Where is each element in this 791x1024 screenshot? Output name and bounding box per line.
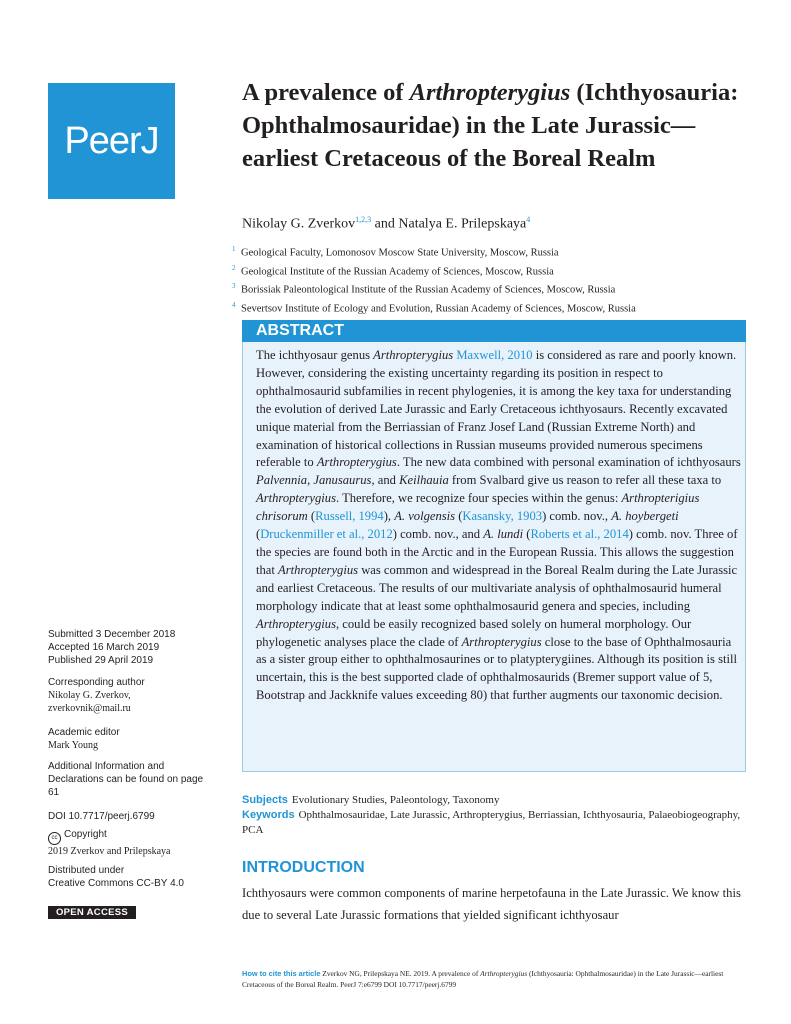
affiliation-text: Borissiak Paleontological Institute of the Russian Academy of Sciences, Moscow, Russia <box>241 284 616 296</box>
copyright-block <box>48 828 228 858</box>
copyright-label: Copyright <box>64 829 107 840</box>
affiliation-text: Geological Faculty, Lomonosov Moscow State University, Moscow, Russia <box>241 247 559 259</box>
distributed-label: Distributed under <box>48 865 125 876</box>
abstract-taxon: Arthropterigius chrisorum <box>256 491 700 524</box>
cite-label: How to cite this article <box>242 969 321 978</box>
corresponding-author-email[interactable]: zverkovnik@mail.ru <box>48 703 131 714</box>
abstract-taxon: Arthropterygius <box>461 634 542 649</box>
abstract-run: ) comb. nov., <box>542 509 612 524</box>
citation-link[interactable]: Roberts et al., 2014 <box>530 527 629 542</box>
title-part: (Ichthyosauria: Ophthalmosauridae) in the Late Jurassic—earliest Cretaceous of the Boreal Realm <box>242 79 739 172</box>
cite-taxon: Arthropterygius <box>480 969 528 978</box>
additional-info[interactable]: Additional Information and Declarations can be found on page 61 <box>48 761 204 798</box>
keywords-label: Keywords <box>242 809 295 821</box>
abstract-text <box>256 347 742 705</box>
abstract-run: was common and widespread in the Boreal Realm during the Late Jurassic and earliest Cretaceous. The results of our multivariate analysis of ophthalmosaurid humeral morphology indicate that at least some ophthalmosaurid genera and species, including <box>256 562 738 613</box>
author-affil-sup: 4 <box>526 215 531 224</box>
affiliation-text: Geological Institute of the Russian Academy of Sciences, Moscow, Russia <box>241 266 554 277</box>
corresponding-author-block <box>48 676 228 715</box>
copyright-holders: 2019 Zverkov and Prilepskaya <box>48 846 171 857</box>
abstract-taxon: Arthropterygius <box>373 348 454 362</box>
open-access-badge: OPEN ACCESS <box>48 906 136 919</box>
citation-link[interactable]: Maxwell, 2010 <box>456 348 533 362</box>
license-block <box>48 864 228 890</box>
subjects-label: Subjects <box>242 794 288 806</box>
introduction-heading: INTRODUCTION <box>242 859 365 876</box>
subjects-text: Evolutionary Studies, Paleontology, Taxonomy <box>291 794 500 806</box>
affiliation-number: 2 <box>232 263 236 272</box>
abstract-run: ( <box>307 509 316 524</box>
abstract-run: ) comb. nov., and <box>392 527 484 542</box>
peerj-logo <box>48 83 175 199</box>
introduction-text: Ichthyosaurs were common components of marine herpetofauna in the Late Jurassic. We know this due to several Late Jurassic formations that yielded significant ichthyosaur <box>242 886 741 922</box>
affiliation-number: 4 <box>232 300 236 309</box>
abstract-taxon: Arthropterygius <box>316 455 397 470</box>
citation-link[interactable]: Druckenmiller et al., 2012 <box>260 527 393 542</box>
citation-link[interactable]: Kasansky, 1903 <box>462 509 543 524</box>
abstract-run: ), <box>383 509 395 524</box>
author-affil-sup: 1,2,3 <box>355 215 372 224</box>
paper-title <box>242 76 762 175</box>
title-part: A prevalence of <box>242 79 410 106</box>
cite-run: (Ichthyosauria: Ophthalmosauridae) in the Late Jurassic—earliest Cretaceous of the Boreal Realm. PeerJ 7:e6799 DOI 10.7717/peerj.6799 <box>242 969 724 989</box>
abstract-run: The ichthyosaur genus <box>256 348 374 362</box>
abstract-run: . Therefore, we recognize four species within the genus: <box>336 491 622 506</box>
keywords-text: Ophthalmosauridae, Late Jurassic, Arthropterygius, Berriassian, Ichthyosauria, Palaeobiogeography, PCA <box>242 809 741 836</box>
abstract-run: ( <box>523 527 531 542</box>
submitted-date: Submitted 3 December 2018 <box>48 629 176 640</box>
abstract-run: , <box>307 473 314 488</box>
abstract-taxon: Arthropterygius <box>256 616 336 631</box>
abstract-taxon: Keilhauia <box>399 473 449 488</box>
abstract-run: ) comb. nov. Three of the species are found both in the Arctic and in the European Russia. This allows the suggestion that <box>256 527 738 577</box>
license-name[interactable]: Creative Commons CC-BY 4.0 <box>48 878 184 889</box>
academic-editor-block <box>48 726 228 752</box>
abstract-run: , could be easily recognized based solely on humeral morphology. Our phylogenetic analyses place the clade of <box>256 616 692 649</box>
authors-conjunction: and <box>371 216 399 232</box>
abstract-run: ( <box>455 509 463 524</box>
affiliation <box>232 242 636 261</box>
affiliations-list <box>232 242 636 316</box>
doi[interactable]: DOI 10.7717/peerj.6799 <box>48 811 155 822</box>
corresponding-author-name: Nikolay G. Zverkov, <box>48 690 131 701</box>
abstract-taxon: A. lundi <box>483 527 524 542</box>
abstract-run: close to the base of Ophthalmosauria as a sister group either to ophthalmosaurines or to platypterygiines. Although its position is still uncertain, this is the best supported clade of ophthalmosaurids (Bremer support value of 5, Bootstrap and Jackknife values exceeding 80) that further augments our taxonomic decision. <box>256 634 737 703</box>
affiliation <box>232 261 636 280</box>
abstract-taxon: Arthropterygius <box>256 491 336 506</box>
accepted-date: Accepted 16 March 2019 <box>48 642 160 653</box>
abstract-taxon: A. volgensis <box>394 509 456 524</box>
dates-block <box>48 628 228 667</box>
citation-link[interactable]: Russell, 1994 <box>315 509 384 524</box>
affiliation-number: 1 <box>232 245 236 253</box>
keywords-line <box>242 808 742 838</box>
author-name: Natalya E. Prilepskaya <box>398 216 527 232</box>
abstract-taxon: Janusaurus <box>313 473 372 488</box>
affiliation <box>232 279 636 298</box>
subjects-line <box>242 793 742 808</box>
affiliation-text: Severtsov Institute of Ecology and Evolution, Russian Academy of Sciences, Moscow, Russia <box>241 303 636 314</box>
abstract-run: from Svalbard give us reason to refer all these taxa to <box>448 473 722 488</box>
title-genus: Arthropterygius <box>409 79 571 106</box>
abstract-heading: ABSTRACT <box>242 320 746 342</box>
abstract-taxon: Arthropterygius <box>278 562 359 577</box>
corresponding-author-label: Corresponding author <box>48 677 145 688</box>
citation-footer <box>242 968 752 990</box>
academic-editor-name: Mark Young <box>48 740 99 751</box>
abstract-taxon: Palvennia <box>256 473 308 488</box>
abstract-run: is considered as rare and poorly known. However, considering the existing uncertainty regarding its position in respect to ophthalmosaurid subfamilies in recent phylogenies, it is among the key taxa for understanding the evolution of derived Late Jurassic and Early Cretaceous ichthyosaurs. Recently excavated unique material from the Berriassian of Franz Josef Land (Russian Extreme North) and examination of historical collections in Russian museums provided numerous specimens referable to <box>256 348 737 470</box>
abstract-run: . The new data combined with personal examination of ichthyosaurs <box>396 455 741 470</box>
academic-editor-label: Academic editor <box>48 727 120 738</box>
creative-commons-icon: cc <box>48 832 61 845</box>
author-name: Nikolay G. Zverkov <box>242 216 356 232</box>
affiliation-number: 3 <box>232 282 236 290</box>
authors-line <box>242 215 530 233</box>
logo-text: PeerJ <box>64 119 159 162</box>
abstract-run: , and <box>371 473 400 488</box>
affiliation <box>232 298 636 317</box>
cite-run: Zverkov NG, Prilepskaya NE. 2019. A prevalence of <box>320 969 481 978</box>
abstract-taxon: A. hoybergeti <box>611 509 679 524</box>
published-date: Published 29 April 2019 <box>48 655 154 666</box>
abstract-run: ( <box>256 527 261 542</box>
